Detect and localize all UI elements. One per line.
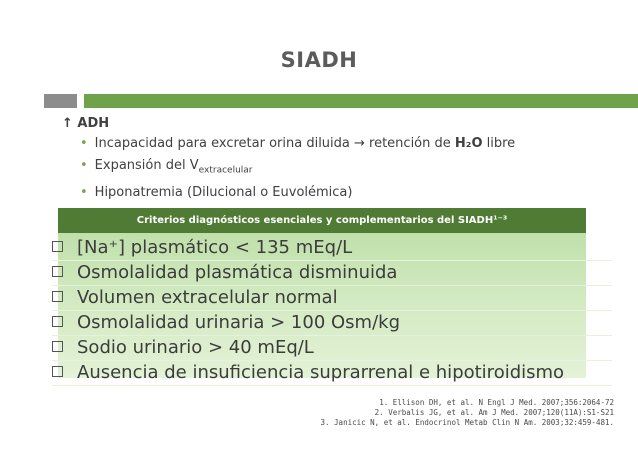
bullet-tail: libre	[482, 136, 516, 151]
bullet-text: Expansión del V	[94, 158, 199, 173]
bullet-section	[62, 116, 622, 206]
criteria-text: [Na⁺] plasmático < 135 mEq/L	[77, 237, 353, 258]
checkbox-icon	[52, 316, 63, 327]
checkbox-icon	[52, 366, 63, 377]
bullet-dot-icon: •	[80, 158, 88, 173]
checkbox-icon	[52, 266, 63, 277]
criteria-item	[52, 311, 612, 336]
criteria-item	[52, 336, 612, 361]
criteria-item	[52, 261, 612, 286]
bullet-text: Hiponatremia (Dilucional o Euvolémica)	[94, 184, 353, 200]
reference-item: 3. Janicic N, et al. Endocrinol Metab Clin N Am. 2003;32:459-481.	[320, 418, 614, 427]
criteria-text: Osmolalidad urinaria > 100 Osm/kg	[77, 312, 401, 333]
bullet-subscript: extracelular	[198, 165, 253, 176]
checkbox-icon	[52, 291, 63, 302]
adh-heading: ↑ ADH	[62, 116, 110, 131]
bullet-text: Incapacidad para excretar orina diluida → retención de	[94, 136, 455, 151]
criteria-item	[52, 236, 612, 261]
criteria-text: Ausencia de insuficiencia suprarrenal e hipotiroidismo	[77, 362, 565, 383]
decorative-gray-bar	[44, 94, 77, 108]
criteria-item	[52, 286, 612, 311]
criteria-text: Sodio urinario > 40 mEq/L	[77, 337, 314, 358]
bullet-item	[80, 184, 622, 202]
reference-item: 2. Verbalis JG, et al. Am J Med. 2007;120(11A):S1-S21	[374, 408, 614, 417]
bullet-item	[80, 157, 622, 180]
criteria-list	[52, 236, 612, 386]
bullet-item	[80, 135, 622, 153]
bullet-dot-icon: •	[80, 184, 88, 200]
checkbox-icon	[52, 341, 63, 352]
decorative-green-bar	[84, 94, 638, 108]
reference-item: 1. Ellison DH, et al. N Engl J Med. 2007;356:2064-72	[379, 398, 614, 407]
bullet-dot-icon: •	[80, 136, 88, 151]
criteria-item	[52, 361, 612, 386]
criteria-text: Volumen extracelular normal	[77, 287, 338, 308]
bullet-bold: H₂O	[454, 136, 483, 151]
checkbox-icon	[52, 241, 63, 252]
references	[321, 398, 615, 428]
criteria-table-header: Criterios diagnósticos esenciales y complementarios del SIADH¹⁻³	[58, 208, 586, 233]
criteria-text: Osmolalidad plasmática disminuida	[77, 262, 398, 283]
bullet-list	[62, 135, 622, 202]
slide-title: SIADH	[280, 48, 358, 72]
